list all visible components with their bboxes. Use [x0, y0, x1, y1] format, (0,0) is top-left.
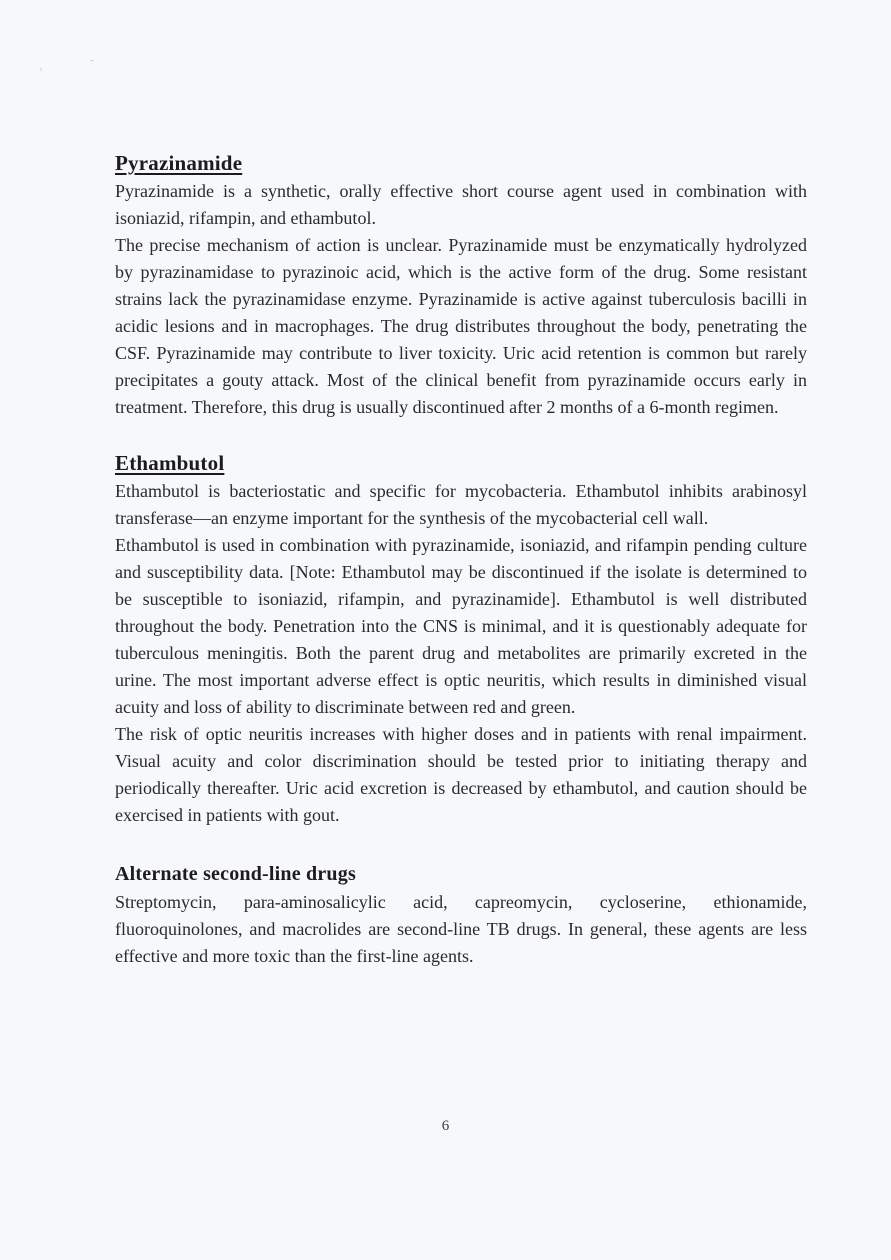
paragraph: Ethambutol is bacteriostatic and specific for mycobacteria. Ethambutol inhibits arabinosyl transferase—an enzyme important for the synthesis of the mycobacterial cell wall. — [115, 481, 807, 528]
section-heading-ethambutol: Ethambutol — [115, 451, 225, 475]
section-heading-pyrazinamide: Pyrazinamide — [115, 151, 243, 175]
paragraph: Streptomycin, para-aminosalicylic acid, capreomycin, cycloserine, ethionamide, fluoroquinolones, and macrolides are second-line TB drugs. In general, these agents are less effective and more toxic than the first-line agents. — [115, 892, 807, 966]
scan-speck: ʳ — [40, 65, 43, 77]
section-ethambutol — [115, 448, 807, 829]
document-body — [115, 148, 807, 970]
section-pyrazinamide — [115, 148, 807, 421]
paragraph: Pyrazinamide is a synthetic, orally effective short course agent used in combination with isoniazid, rifampin, and ethambutol. — [115, 181, 807, 228]
page-number: 6 — [441, 1118, 450, 1134]
section-alternate-second-line-drugs — [115, 859, 807, 970]
paragraph: The risk of optic neuritis increases with higher doses and in patients with renal impairment. Visual acuity and color discrimination should be tested prior to initiating therapy and periodically thereafter. Uric acid excretion is decreased by ethambutol, and caution should be exercised in patients with gout. — [115, 724, 807, 825]
paragraph: The precise mechanism of action is unclear. Pyrazinamide must be enzymatically hydrolyzed by pyrazinamidase to pyrazinoic acid, which is the active form of the drug. Some resistant strains lack the pyrazinamidase enzyme. Pyrazinamide is active against tuberculosis bacilli in acidic lesions and in macrophages. The drug distributes throughout the body, penetrating the CSF. Pyrazinamide may contribute to liver toxicity. Uric acid retention is common but rarely precipitates a gouty attack. Most of the clinical benefit from pyrazinamide occurs early in treatment. Therefore, this drug is usually discontinued after 2 months of a 6-month regimen. — [115, 235, 807, 417]
section-heading-alternate-second-line-drugs: Alternate second-line drugs — [115, 863, 356, 885]
paragraph: Ethambutol is used in combination with pyrazinamide, isoniazid, and rifampin pending culture and susceptibility data. [Note: Ethambutol may be discontinued if the isolate is determined to be susceptible to isoniazid, rifampin, and pyrazinamide]. Ethambutol is well distributed throughout the body. Penetration into the CNS is minimal, and it is questionably adequate for tuberculous meningitis. Both the parent drug and metabolites are primarily excreted in the urine. The most important adverse effect is optic neuritis, which results in diminished visual acuity and loss of ability to discriminate between red and green. — [115, 535, 807, 717]
scan-dash: - — [90, 54, 94, 66]
